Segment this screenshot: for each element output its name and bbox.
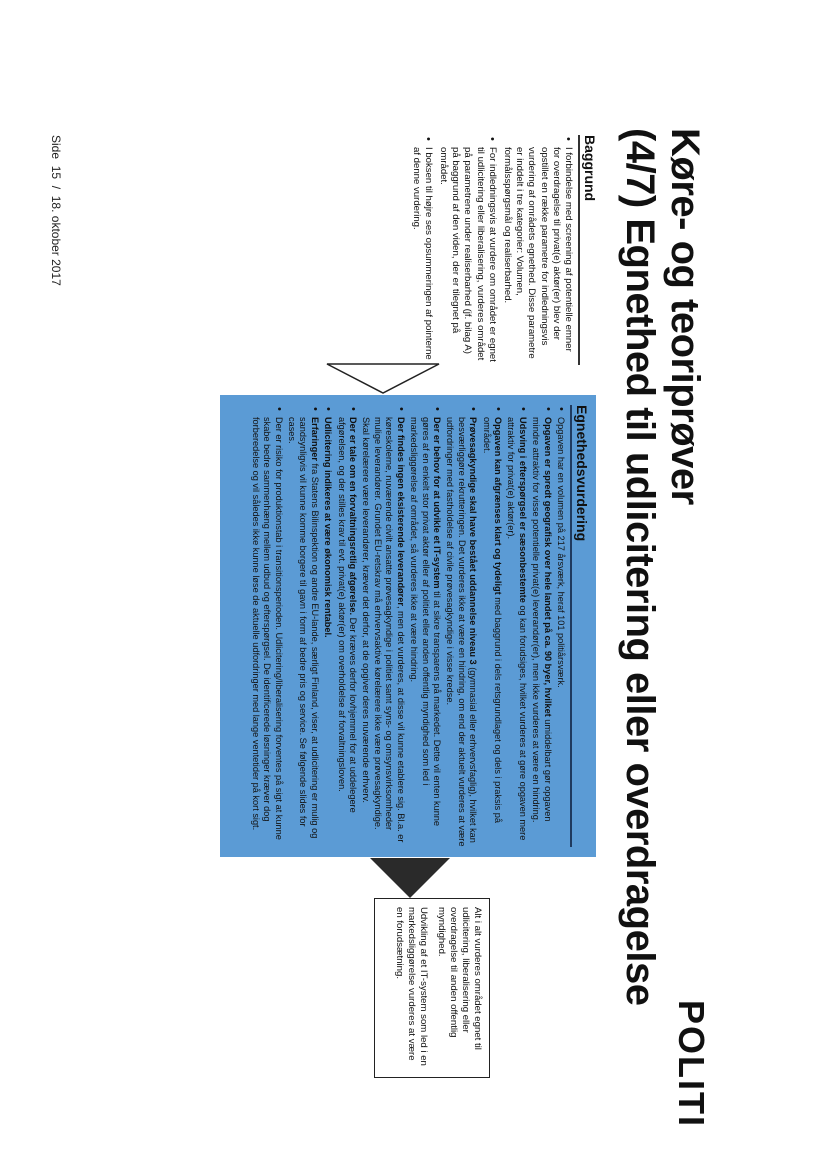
assessment-bullet [505, 417, 528, 847]
assessment-bullet [530, 417, 553, 847]
assessment-bullet-lead: Der er tale om en forvaltningsretlig afgørelse. [348, 417, 359, 616]
assessment-bullet-text: med baggrund i dels retsgrundlaget og dels i praksis på området. [481, 417, 503, 823]
assessment-bullet-lead: Udsving i efterspørgsel er sæsonbestemte [517, 417, 528, 603]
conclusion-paragraph: Udvikling af et IT-system som led i en markedsliggørelse vurderes at være en forudsætning. [394, 907, 429, 1066]
assessment-bullet-text: umiddelbart gør opgaven mindre attraktiv for visse potentielle privat(e) leverandør(er), men ikke vurderes at være en hindring. [531, 417, 553, 823]
conclusion-box [374, 898, 490, 1078]
page-label: Side [49, 135, 63, 160]
assessment-bullet-lead: Prøvesagkyndige skal have bestået uddannelse niveau 3 [468, 417, 479, 665]
background-bullets [409, 135, 574, 365]
assessment-bullet-text: Opgaven har en volumen på 217 årsværk, heraf 101 politiårsværk. [556, 417, 566, 688]
politi-logo: POLITI [671, 1000, 712, 1128]
assessment-bullet-text: og kan forudsiges, hvilket vurderes at gøre opgaven mere attraktiv for privat(e) aktør(er). [506, 417, 528, 841]
assessment-bullet-text: til at sikre transparens på markedet. Dette vil enten kunne gøres af en enkelt stor privat aktør eller af politiet eller anden offentlig myndighed som led i markedsliggørelse af området, så vurderes ikke at være hindring. [409, 417, 442, 827]
assessment-bullet [408, 417, 442, 847]
assessment-bullet-lead: Erfaringer [309, 417, 320, 461]
assessment-bullet [249, 417, 283, 847]
background-bullet: • I forbindelse med screening af potentielle emner for overdragelse til privat(e) aktør(er) blev der opstillet en række parametre for indledningsvis vurdering af områdets egnethed. Disse parametre er inddelt i tre kategorier: Volumen, formålsspørgsmål og realiserbarhed. [501, 147, 574, 365]
assessment-bullet-lead: Opgaven kan afgrænses klart og tydeligt [492, 417, 503, 595]
assessment-bullet-lead: Udlicitering indikeres at være økonomisk rentabel. [323, 417, 334, 638]
page-footer [49, 135, 63, 286]
assessment-bullet [286, 417, 320, 847]
assessment-title: Egnethedsvurdering [570, 405, 590, 847]
assessment-bullet-text: (gymnasial eller erhvervsfaglig), hvilket kan besværliggøre rekrutteringen. Det vurderes ikke at være en hindring, om end der aktuelt vurderes at være udfordringer med fastholdelse af civile prøvesagkyndige i visse kredse. [445, 417, 479, 847]
assessment-bullet [360, 417, 406, 847]
assessment-bullet-lead: Der er behov for at udvikle et IT-system [431, 417, 442, 589]
conclusion-paragraph: Alt i alt vurderes området egnet til udlicitering, liberalisering eller overdragelse til anden offentlig myndighed. [436, 907, 483, 1050]
chevron-right-icon [326, 363, 440, 395]
assessment-bullets [249, 405, 566, 847]
assessment-bullet-lead: Der findes ingen eksisterende leverandører [395, 417, 406, 606]
assessment-bullet-text: fra Statens Bilinspektion og andre EU-lande, særligt Finland, viser, at udlicitering er mulig og sandsynligvis vil kunne komme borgere til gavn i form af bedre pris og service. Se følgende slides for cases. [287, 417, 320, 839]
assessment-bullet [335, 417, 358, 847]
assessment-bullet [322, 417, 333, 847]
page-date: 18. oktober 2017 [49, 195, 63, 286]
page-separator: / [49, 185, 63, 190]
assessment-bullet [480, 417, 503, 847]
assessment-bullet [444, 417, 478, 847]
assessment-bullet-text: , men det vurderes, at disse vil kunne etablere sig. Bl.a. er køreskolerne, nuværende civilt ansatte prøvesagkyndige i politiet samt syns- og omsynsvirksomheder mulige leverandører. Grundet EU-retskrav må erhvervsaktive kørelærere ikke være prøvesagkyndige. Skal kørelærere være leverandører, kræver det derfor, at de opgiver deres nuværende erhverv. [361, 417, 406, 843]
assessment-bullet-lead: Opgaven er spredt geografisk over hele landet på ca. 90 byer, hvilket [542, 417, 553, 717]
arrow-right-icon [370, 858, 450, 898]
assessment-box [220, 395, 596, 857]
background-title: Baggrund [578, 135, 598, 365]
assessment-bullet-text: Der kræves derfor lovhjemmel for at uddelegere afgørelsen, og der stilles krav til evt. privat(e) aktør(er) om overholdelse af forvaltningsloven. [336, 417, 359, 813]
page-number: 15 [49, 165, 63, 180]
slide-title-line1: Køre- og teoriprøver [663, 128, 707, 505]
assessment-bullet [555, 417, 566, 847]
assessment-bullet-text: Der er risiko for produktionstab i transitionsperioden. Udlicitering/liberalisering forventes på sigt at kunne skabe bedre sammenhæng mellem udbud og efterspørgsel. De identificerede løsninger kræver dog forberedelse og vil således ikke kunne løse de aktuelle udfordringer med lange ventetider på kort sigt. [250, 417, 284, 840]
slide-title-line2: (4/7) Egnethed til udlicitering eller overdragelse [618, 128, 662, 1006]
background-bullet: • I boksen til højre ses opsummeringen af pointerne af denne vurdering. [409, 147, 433, 365]
background-section [218, 135, 598, 365]
background-bullet: • For indledningsvis at vurdere om området er egnet til udlicitering eller liberalisering, vurderes området på parametrene under realiserbarhed (jf. bilag A) på baggrund af den viden, der er tilegnet på området. [437, 147, 498, 365]
